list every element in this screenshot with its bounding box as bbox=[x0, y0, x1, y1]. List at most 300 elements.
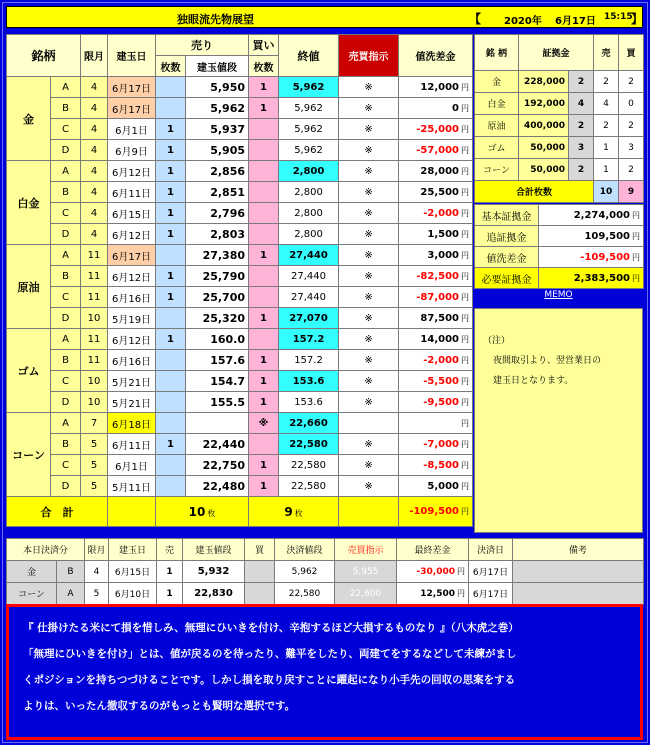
settled-id: A bbox=[57, 583, 85, 605]
funds-value-cell bbox=[539, 226, 644, 247]
row-diff bbox=[399, 161, 473, 182]
row-close: 2,800 bbox=[279, 182, 339, 203]
row-close: 2,800 bbox=[279, 224, 339, 245]
total-buy bbox=[249, 497, 339, 527]
row-sell-count bbox=[156, 98, 186, 119]
margin-header-margin: 証拠金 bbox=[519, 35, 594, 71]
row-diff bbox=[399, 329, 473, 350]
row-id: D bbox=[51, 392, 81, 413]
row-diff bbox=[399, 413, 473, 434]
row-entry-price: 160.0 bbox=[186, 329, 249, 350]
row-month: 4 bbox=[81, 119, 108, 140]
settled-instruction: 5,955 bbox=[335, 561, 397, 583]
yen-unit: 円 bbox=[461, 507, 470, 516]
memo-title[interactable]: MEMO bbox=[544, 290, 573, 300]
yen-unit: 円 bbox=[461, 166, 470, 176]
yen-unit: 円 bbox=[461, 145, 470, 155]
position-row bbox=[7, 434, 473, 455]
row-diff bbox=[399, 245, 473, 266]
row-entry-date: 5月19日 bbox=[108, 308, 156, 329]
yen-unit: 円 bbox=[461, 313, 470, 323]
row-entry-price: 154.7 bbox=[186, 371, 249, 392]
row-close: 27,440 bbox=[279, 287, 339, 308]
total-buy-unit: 枚 bbox=[294, 508, 303, 518]
row-diff-value: -8,500 bbox=[423, 459, 460, 471]
row-diff-value: 28,000 bbox=[420, 165, 460, 177]
margin-sell: 2 bbox=[594, 115, 619, 137]
row-entry-price: 2,856 bbox=[186, 161, 249, 182]
row-month: 11 bbox=[81, 266, 108, 287]
row-close: 2,800 bbox=[279, 203, 339, 224]
row-diff bbox=[399, 203, 473, 224]
row-diff bbox=[399, 350, 473, 371]
funds-value-cell bbox=[539, 247, 644, 268]
settled-brand: 金 bbox=[7, 561, 57, 583]
margin-count: 3 bbox=[569, 137, 594, 159]
row-month: 5 bbox=[81, 434, 108, 455]
position-row bbox=[7, 203, 473, 224]
funds-value: -109,500 bbox=[580, 251, 630, 263]
row-diff bbox=[399, 77, 473, 98]
position-row bbox=[7, 119, 473, 140]
memo-box bbox=[474, 308, 643, 533]
row-diff bbox=[399, 434, 473, 455]
row-month: 4 bbox=[81, 140, 108, 161]
margin-row bbox=[475, 137, 644, 159]
row-id: D bbox=[51, 308, 81, 329]
row-entry-date: 5月21日 bbox=[108, 392, 156, 413]
row-sell-count: 1 bbox=[156, 119, 186, 140]
row-entry-date: 6月1日 bbox=[108, 119, 156, 140]
row-month: 4 bbox=[81, 224, 108, 245]
row-diff-value: 0 bbox=[452, 102, 460, 114]
row-entry-date: 6月18日 bbox=[108, 413, 156, 434]
settled-settle-date: 6月17日 bbox=[469, 561, 513, 583]
row-instruction: ※ bbox=[339, 392, 399, 413]
row-diff bbox=[399, 287, 473, 308]
row-diff-value: 25,500 bbox=[420, 186, 460, 198]
yen-unit: 円 bbox=[461, 355, 470, 365]
settled-table bbox=[6, 538, 644, 605]
row-close: 153.6 bbox=[279, 392, 339, 413]
row-entry-date: 6月17日 bbox=[108, 98, 156, 119]
row-diff-value: 3,000 bbox=[427, 249, 460, 261]
row-entry-price: 27,380 bbox=[186, 245, 249, 266]
row-sell-count: 1 bbox=[156, 266, 186, 287]
row-diff bbox=[399, 476, 473, 497]
row-entry-date: 6月9日 bbox=[108, 140, 156, 161]
row-entry-date: 6月12日 bbox=[108, 161, 156, 182]
row-id: A bbox=[51, 329, 81, 350]
margin-brand: コーン bbox=[475, 159, 519, 181]
row-instruction: ※ bbox=[339, 287, 399, 308]
page-title: 独眼流先物展望 bbox=[177, 13, 254, 26]
row-entry-date: 6月17日 bbox=[108, 245, 156, 266]
row-diff bbox=[399, 371, 473, 392]
header-entry-price: 建玉値段 bbox=[186, 56, 249, 77]
yen-unit: 円 bbox=[461, 439, 470, 449]
row-diff-value: -57,000 bbox=[416, 144, 460, 156]
row-month: 10 bbox=[81, 392, 108, 413]
row-diff-value: -5,500 bbox=[423, 375, 460, 387]
row-buy-count: 1 bbox=[249, 455, 279, 476]
row-diff bbox=[399, 455, 473, 476]
row-entry-date: 6月16日 bbox=[108, 350, 156, 371]
row-entry-price: 157.6 bbox=[186, 350, 249, 371]
settled-settle-date: 6月17日 bbox=[469, 583, 513, 605]
margin-total-row bbox=[475, 181, 644, 203]
row-close: 5,962 bbox=[279, 140, 339, 161]
settled-remarks bbox=[513, 583, 644, 605]
row-month: 11 bbox=[81, 350, 108, 371]
row-buy-count bbox=[249, 287, 279, 308]
header-year: 2020年 bbox=[504, 16, 542, 27]
quote-line-1: 『 仕掛けたる米にて損を惜しみ、無理にひいきを付け、辛抱するほど大損するものなり 』（八木虎之巻） bbox=[23, 622, 519, 634]
row-sell-count bbox=[156, 413, 186, 434]
funds-value-cell bbox=[539, 268, 644, 289]
row-buy-count bbox=[249, 203, 279, 224]
row-instruction: ※ bbox=[339, 455, 399, 476]
position-row bbox=[7, 266, 473, 287]
position-row bbox=[7, 413, 473, 434]
row-diff-value: 14,000 bbox=[420, 333, 460, 345]
position-row bbox=[7, 77, 473, 98]
yen-unit: 円 bbox=[461, 460, 470, 470]
yen-unit: 円 bbox=[461, 292, 470, 302]
row-diff bbox=[399, 266, 473, 287]
margin-brand: 金 bbox=[475, 71, 519, 93]
margin-sell: 2 bbox=[594, 71, 619, 93]
position-row bbox=[7, 350, 473, 371]
quote-line-3: くポジションを持ちつづけることです。しかし損を取り戻すことに躍起になり小手先の回収の思案をする bbox=[23, 674, 516, 686]
row-month: 4 bbox=[81, 77, 108, 98]
settled-header-settle-date: 決済日 bbox=[469, 539, 513, 561]
row-sell-count: 1 bbox=[156, 203, 186, 224]
margin-sell: 4 bbox=[594, 93, 619, 115]
settled-settle: 22,580 bbox=[275, 583, 335, 605]
position-row bbox=[7, 245, 473, 266]
settled-price: 5,932 bbox=[183, 561, 245, 583]
row-sell-count bbox=[156, 245, 186, 266]
row-id: B bbox=[51, 350, 81, 371]
row-buy-count: ※ bbox=[249, 413, 279, 434]
quote-line-2: 「無理にひいきを付け」とは、値が戻るのを待ったり、難平をしたり、両建てをするなどして未練がまし bbox=[23, 648, 517, 660]
header-buy-count: 枚数 bbox=[249, 56, 279, 77]
settled-final-cell bbox=[397, 561, 469, 583]
settled-header-date: 建玉日 bbox=[109, 539, 157, 561]
header-close: 終値 bbox=[279, 35, 339, 77]
position-row bbox=[7, 371, 473, 392]
margin-total-sell: 10 bbox=[594, 181, 619, 203]
row-id: C bbox=[51, 287, 81, 308]
quote-line-4: よりは、いったん撤収するのがもっとも賢明な選択です。 bbox=[23, 700, 296, 712]
row-diff-value: 1,500 bbox=[427, 228, 460, 240]
row-instruction: ※ bbox=[339, 203, 399, 224]
margin-value: 50,000 bbox=[519, 159, 569, 181]
row-instruction: ※ bbox=[339, 329, 399, 350]
row-id: A bbox=[51, 245, 81, 266]
row-close: 22,580 bbox=[279, 476, 339, 497]
settled-header-buy: 買 bbox=[245, 539, 275, 561]
quote-box bbox=[6, 604, 643, 740]
margin-header-sell: 売 bbox=[594, 35, 619, 71]
header-brand: 銘柄 bbox=[7, 35, 81, 77]
brand-name: コーン bbox=[7, 413, 51, 497]
yen-unit: 円 bbox=[632, 231, 640, 241]
row-diff-value: 87,500 bbox=[420, 312, 460, 324]
row-sell-count: 1 bbox=[156, 287, 186, 308]
settled-header-instruction: 売買指示 bbox=[335, 539, 397, 561]
date-bracket-right: 】 bbox=[631, 12, 644, 26]
yen-unit: 円 bbox=[461, 103, 470, 113]
margin-value: 50,000 bbox=[519, 137, 569, 159]
row-month: 4 bbox=[81, 98, 108, 119]
row-id: B bbox=[51, 98, 81, 119]
row-id: C bbox=[51, 371, 81, 392]
row-id: C bbox=[51, 203, 81, 224]
row-sell-count: 1 bbox=[156, 224, 186, 245]
margin-buy: 2 bbox=[619, 159, 644, 181]
row-close: 22,580 bbox=[279, 434, 339, 455]
margin-row bbox=[475, 159, 644, 181]
row-close: 22,660 bbox=[279, 413, 339, 434]
settled-sell: 1 bbox=[157, 561, 183, 583]
header-month: 限月 bbox=[81, 35, 108, 77]
row-entry-price: 25,320 bbox=[186, 308, 249, 329]
row-entry-price: 5,905 bbox=[186, 140, 249, 161]
yen-unit: 円 bbox=[461, 481, 470, 491]
row-instruction: ※ bbox=[339, 308, 399, 329]
row-id: A bbox=[51, 77, 81, 98]
row-sell-count bbox=[156, 371, 186, 392]
row-entry-price: 2,851 bbox=[186, 182, 249, 203]
row-id: B bbox=[51, 266, 81, 287]
row-close: 5,962 bbox=[279, 77, 339, 98]
row-sell-count: 1 bbox=[156, 434, 186, 455]
row-sell-count: 1 bbox=[156, 161, 186, 182]
row-entry-date: 6月16日 bbox=[108, 287, 156, 308]
funds-label: 追証拠金 bbox=[475, 226, 539, 247]
funds-label: 基本証拠金 bbox=[475, 205, 539, 226]
row-diff-value: -9,500 bbox=[423, 396, 460, 408]
row-month: 10 bbox=[81, 371, 108, 392]
row-close: 153.6 bbox=[279, 371, 339, 392]
row-month: 11 bbox=[81, 245, 108, 266]
row-month: 4 bbox=[81, 182, 108, 203]
row-id: D bbox=[51, 224, 81, 245]
row-month: 7 bbox=[81, 413, 108, 434]
row-entry-date: 5月21日 bbox=[108, 371, 156, 392]
settled-final: 12,500 bbox=[420, 589, 456, 599]
settled-sell: 1 bbox=[157, 583, 183, 605]
settled-header-label: 本日決済分 bbox=[7, 539, 85, 561]
row-instruction: ※ bbox=[339, 140, 399, 161]
row-id: B bbox=[51, 434, 81, 455]
funds-table bbox=[474, 204, 644, 289]
funds-label: 値洗差金 bbox=[475, 247, 539, 268]
row-sell-count bbox=[156, 455, 186, 476]
row-close: 157.2 bbox=[279, 350, 339, 371]
row-buy-count: 1 bbox=[249, 476, 279, 497]
row-sell-count: 1 bbox=[156, 140, 186, 161]
total-diff bbox=[399, 497, 473, 527]
yen-unit: 円 bbox=[461, 376, 470, 386]
row-month: 10 bbox=[81, 308, 108, 329]
row-diff-value: -82,500 bbox=[416, 270, 460, 282]
row-buy-count: 1 bbox=[249, 77, 279, 98]
row-instruction: ※ bbox=[339, 371, 399, 392]
brand-name: 金 bbox=[7, 77, 51, 161]
row-diff-value: 12,000 bbox=[420, 81, 460, 93]
settled-month: 4 bbox=[85, 561, 109, 583]
row-diff bbox=[399, 119, 473, 140]
funds-label: 必要証拠金 bbox=[475, 268, 539, 289]
position-row bbox=[7, 329, 473, 350]
memo-line-1: 夜間取引より、翌営業日の bbox=[493, 356, 602, 366]
settled-header-price: 建玉値段 bbox=[183, 539, 245, 561]
row-sell-count bbox=[156, 350, 186, 371]
margin-row bbox=[475, 71, 644, 93]
header-instruction: 売買指示 bbox=[339, 35, 399, 77]
date-bracket-left: 【 bbox=[469, 12, 482, 26]
settled-header-remarks: 備考 bbox=[513, 539, 644, 561]
yen-unit: 円 bbox=[461, 187, 470, 197]
row-entry-price: 2,803 bbox=[186, 224, 249, 245]
settled-instruction: 22,600 bbox=[335, 583, 397, 605]
settled-row bbox=[7, 583, 644, 605]
funds-row bbox=[475, 205, 644, 226]
row-buy-count bbox=[249, 329, 279, 350]
row-diff bbox=[399, 182, 473, 203]
header-entry-date: 建玉日 bbox=[108, 35, 156, 77]
settled-brand: コーン bbox=[7, 583, 57, 605]
row-diff-value: -25,000 bbox=[416, 123, 460, 135]
row-entry-date: 6月12日 bbox=[108, 266, 156, 287]
header-sell-count: 枚数 bbox=[156, 56, 186, 77]
settled-header-row bbox=[7, 539, 644, 561]
yen-unit: 円 bbox=[457, 589, 466, 598]
row-sell-count: 1 bbox=[156, 182, 186, 203]
row-buy-count bbox=[249, 140, 279, 161]
yen-unit: 円 bbox=[457, 567, 466, 576]
row-diff-value: -2,000 bbox=[423, 354, 460, 366]
settled-header-sell: 売 bbox=[157, 539, 183, 561]
row-buy-count bbox=[249, 182, 279, 203]
margin-total-buy: 9 bbox=[619, 181, 644, 203]
margin-row bbox=[475, 93, 644, 115]
settled-price: 22,830 bbox=[183, 583, 245, 605]
row-close: 27,070 bbox=[279, 308, 339, 329]
settled-header-final: 最終差金 bbox=[397, 539, 469, 561]
row-instruction: ※ bbox=[339, 224, 399, 245]
row-id: C bbox=[51, 455, 81, 476]
row-entry-price: 2,796 bbox=[186, 203, 249, 224]
settled-row bbox=[7, 561, 644, 583]
position-row bbox=[7, 224, 473, 245]
margin-value: 228,000 bbox=[519, 71, 569, 93]
row-buy-count: 1 bbox=[249, 350, 279, 371]
position-row bbox=[7, 476, 473, 497]
yen-unit: 円 bbox=[461, 250, 470, 260]
row-diff-value: 5,000 bbox=[427, 480, 460, 492]
row-month: 11 bbox=[81, 287, 108, 308]
row-entry-price: 155.5 bbox=[186, 392, 249, 413]
row-id: B bbox=[51, 182, 81, 203]
row-diff-value: -87,000 bbox=[416, 291, 460, 303]
header-diff: 値洗差金 bbox=[399, 35, 473, 77]
row-close: 5,962 bbox=[279, 98, 339, 119]
settled-date: 6月10日 bbox=[109, 583, 157, 605]
row-instruction: ※ bbox=[339, 119, 399, 140]
positions-header-row bbox=[7, 35, 473, 56]
total-sell-unit: 枚 bbox=[207, 508, 216, 518]
row-id: A bbox=[51, 413, 81, 434]
row-instruction: ※ bbox=[339, 245, 399, 266]
row-close: 5,962 bbox=[279, 119, 339, 140]
margin-buy: 2 bbox=[619, 115, 644, 137]
row-sell-count bbox=[156, 77, 186, 98]
position-row bbox=[7, 161, 473, 182]
row-close: 27,440 bbox=[279, 245, 339, 266]
row-month: 11 bbox=[81, 329, 108, 350]
row-buy-count bbox=[249, 224, 279, 245]
funds-value: 2,274,000 bbox=[573, 209, 630, 221]
row-month: 4 bbox=[81, 161, 108, 182]
positions-total-row bbox=[7, 497, 473, 527]
row-entry-price: 5,950 bbox=[186, 77, 249, 98]
yen-unit: 円 bbox=[632, 252, 640, 262]
row-entry-price: 22,750 bbox=[186, 455, 249, 476]
row-month: 4 bbox=[81, 203, 108, 224]
brand-name: ゴム bbox=[7, 329, 51, 413]
header-sell: 売り bbox=[156, 35, 249, 56]
row-entry-date: 6月11日 bbox=[108, 434, 156, 455]
settled-final-cell bbox=[397, 583, 469, 605]
funds-value: 109,500 bbox=[584, 230, 630, 242]
margin-value: 400,000 bbox=[519, 115, 569, 137]
row-id: A bbox=[51, 161, 81, 182]
position-row bbox=[7, 308, 473, 329]
row-entry-date: 6月17日 bbox=[108, 77, 156, 98]
position-row bbox=[7, 455, 473, 476]
header-buy: 買い bbox=[249, 35, 279, 56]
margin-buy: 0 bbox=[619, 93, 644, 115]
yen-unit: 円 bbox=[461, 82, 470, 92]
header-date: 6月17日 bbox=[555, 16, 596, 27]
row-entry-date: 6月12日 bbox=[108, 329, 156, 350]
funds-row bbox=[475, 247, 644, 268]
row-buy-count: 1 bbox=[249, 371, 279, 392]
row-sell-count bbox=[156, 392, 186, 413]
row-close: 22,580 bbox=[279, 455, 339, 476]
row-diff bbox=[399, 308, 473, 329]
total-diff-value: -109,500 bbox=[409, 506, 460, 517]
margin-row bbox=[475, 115, 644, 137]
yen-unit: 円 bbox=[461, 208, 470, 218]
row-buy-count bbox=[249, 434, 279, 455]
margin-sell: 1 bbox=[594, 137, 619, 159]
settled-buy bbox=[245, 583, 275, 605]
margin-count: 2 bbox=[569, 71, 594, 93]
settled-settle: 5,962 bbox=[275, 561, 335, 583]
yen-unit: 円 bbox=[461, 334, 470, 344]
row-month: 5 bbox=[81, 476, 108, 497]
margin-brand: 白金 bbox=[475, 93, 519, 115]
row-id: D bbox=[51, 140, 81, 161]
settled-header-month: 限月 bbox=[85, 539, 109, 561]
row-entry-price: 25,790 bbox=[186, 266, 249, 287]
margin-buy: 3 bbox=[619, 137, 644, 159]
